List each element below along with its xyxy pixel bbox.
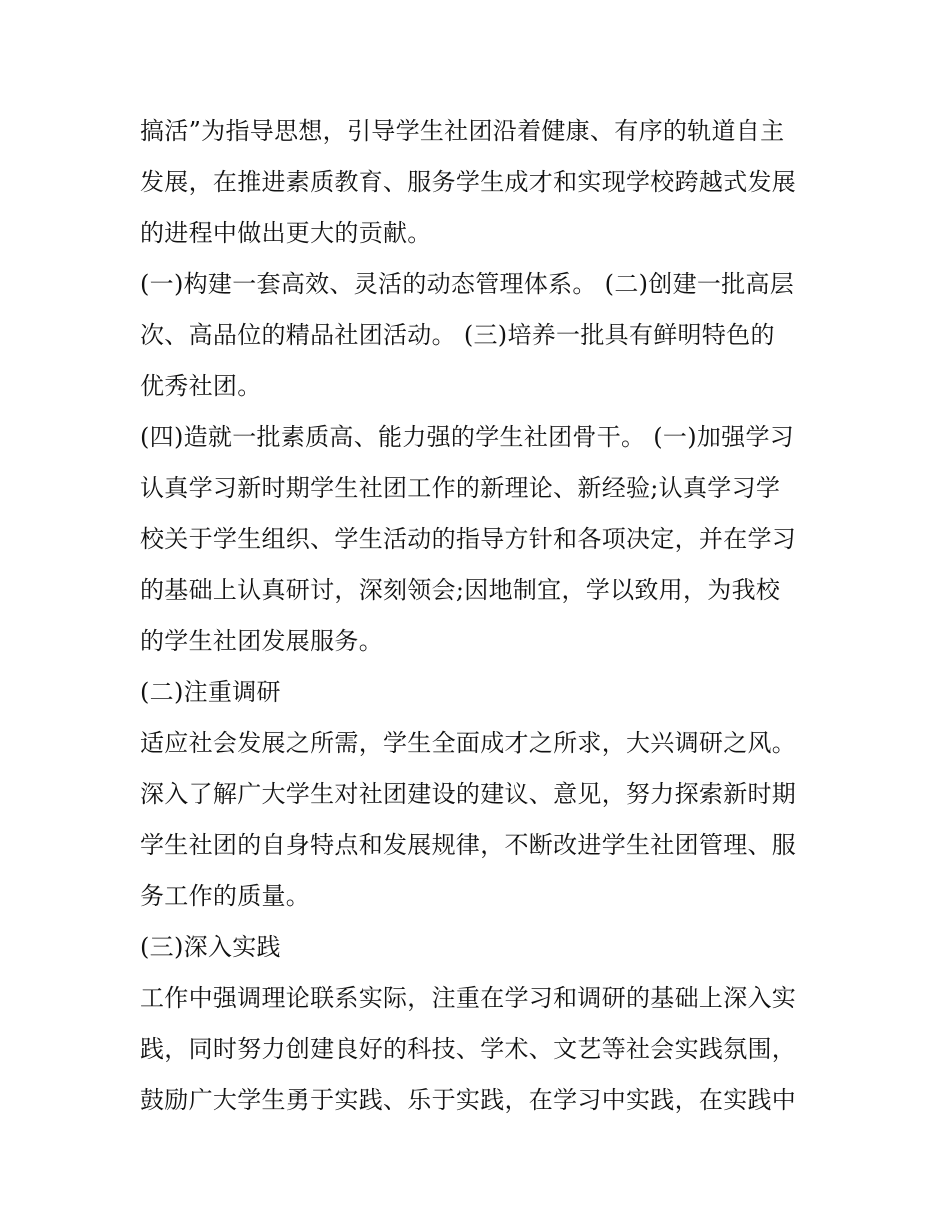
text-line: 学生社团的自身特点和发展规律，不断改进学生社团管理、服 — [140, 831, 797, 859]
text-line: 发展，在推进素质教育、服务学生成才和实现学校跨越式发展 — [140, 168, 797, 196]
section-heading: (三)深入实践 — [140, 933, 281, 961]
text-line: 搞活”为指导思想，引导学生社团沿着健康、有序的轨道自主 — [140, 117, 785, 145]
text-line: 校关于学生组织、学生活动的指导方针和各项决定，并在学习 — [140, 525, 797, 553]
section-heading: (二)注重调研 — [140, 678, 281, 706]
text-line: 的基础上认真研讨，深刻领会;因地制宜，学以致用，为我校 — [140, 576, 781, 604]
text-line: 优秀社团。 — [140, 372, 262, 400]
text-line: 的学生社团发展服务。 — [140, 627, 383, 655]
text-line: 认真学习新时期学生社团工作的新理论、新经验;认真学习学 — [140, 474, 781, 502]
text-line: 深入了解广大学生对社团建设的建议、意见，努力探索新时期 — [140, 780, 797, 808]
text-line: (四)造就一批素质高、能力强的学生社团骨干。 (一)加强学习 — [140, 423, 795, 451]
text-line: (一)构建一套高效、灵活的动态管理体系。 (二)创建一批高层 — [140, 270, 795, 298]
text-line: 的进程中做出更大的贡献。 — [140, 219, 432, 247]
text-line: 工作中强调理论联系实际，注重在学习和调研的基础上深入实 — [140, 984, 797, 1012]
text-line: 次、高品位的精品社团活动。 (三)培养一批具有鲜明特色的 — [140, 321, 775, 349]
text-line: 务工作的质量。 — [140, 882, 311, 910]
body-text — [140, 106, 820, 1126]
text-line: 适应社会发展之所需，学生全面成才之所求，大兴调研之风。 — [140, 729, 797, 757]
text-line: 践，同时努力创建良好的科技、学术、文艺等社会实践氛围， — [140, 1035, 797, 1063]
text-line: 鼓励广大学生勇于实践、乐于实践，在学习中实践，在实践中 — [140, 1086, 797, 1114]
